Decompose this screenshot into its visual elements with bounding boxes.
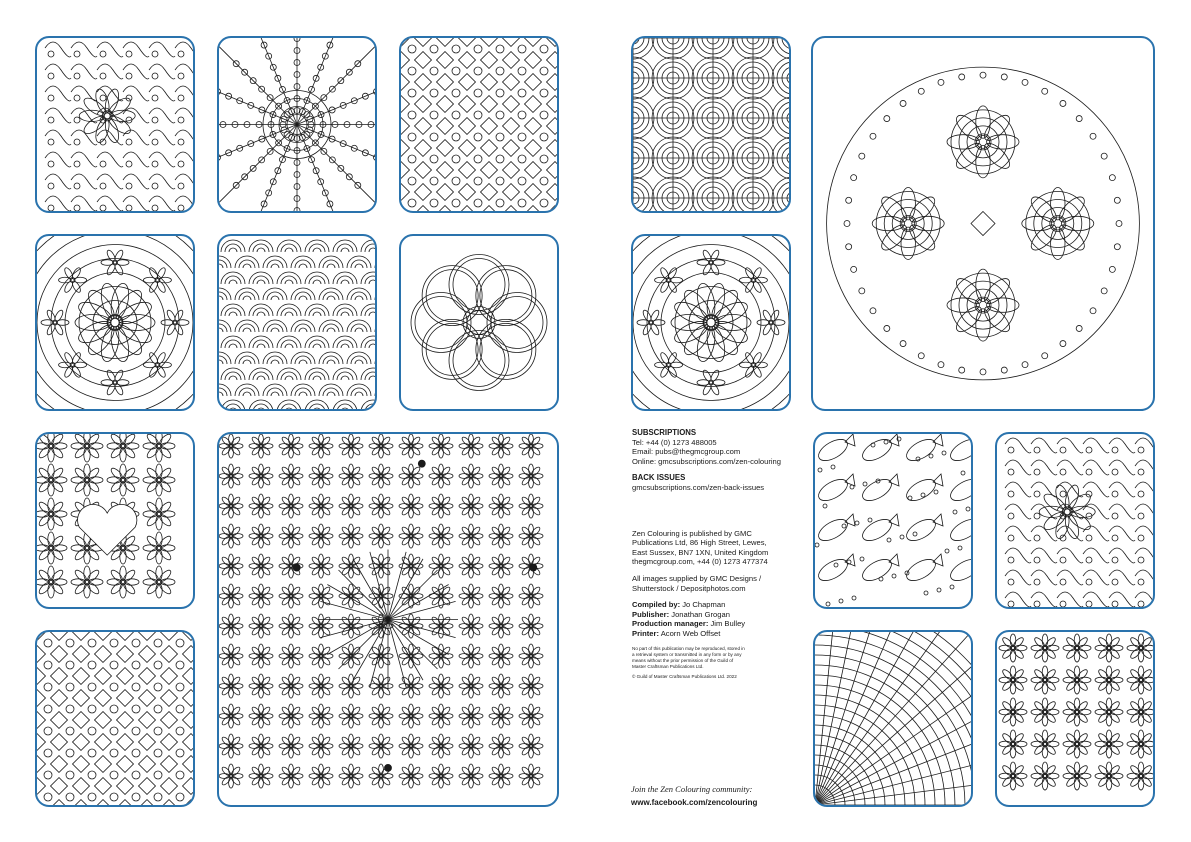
tile-celtic-knot-art [401, 236, 557, 409]
subscriptions-heading: SUBSCRIPTIONS [632, 428, 697, 437]
images-line: All images supplied by GMC Designs / [632, 573, 762, 583]
tile-mandala-flowers [35, 234, 195, 411]
tile-celtic-knot [399, 234, 559, 411]
credit-compiled [632, 600, 807, 610]
tile-leaf-flowers [995, 432, 1155, 609]
tile-koi-fish [813, 432, 973, 609]
tile-butterfly-heart [35, 432, 195, 609]
tile-hearts-mandala [631, 234, 791, 411]
tile-roses-large [811, 36, 1155, 411]
publisher-line: Zen Colouring is published by GMC [632, 528, 752, 538]
credit-label: Printer: [632, 628, 660, 638]
publisher-line: Publications Ltd, 86 High Street, Lewes, [632, 538, 767, 548]
tile-mandala-flowers-art [37, 236, 193, 409]
credit-production [632, 619, 807, 629]
tile-daisy-grid [995, 630, 1155, 807]
credit-value: Jonathan Grogan [671, 609, 730, 619]
tile-koi-fish-art [815, 434, 971, 607]
publisher-line: thegmcgroup.com, +44 (0) 1273 477374 [632, 557, 768, 567]
tile-zentangle-arcs-art [815, 632, 971, 805]
tile-spiderweb-geometric-art [633, 38, 789, 211]
tile-spiderweb-geometric [631, 36, 791, 213]
tile-paisley-floral [35, 36, 195, 213]
legal-line: a retrieval system or transmitted in any form or by any [632, 651, 742, 657]
facebook-link[interactable]: www.facebook.com/zencolouring [631, 798, 758, 807]
legal-line: means without the prior permission of the Guild of [632, 657, 734, 663]
tile-zentangle-arcs [813, 630, 973, 807]
tile-moroccan-tiles-art [37, 632, 193, 805]
publisher-line: East Sussex, BN7 1XN, United Kingdom [632, 547, 769, 557]
credit-value: Jo Chapman [682, 600, 726, 610]
info-column [632, 428, 807, 681]
images-line: Shutterstock / Depositphotos.com [632, 583, 746, 593]
tile-moroccan-tiles [35, 630, 195, 807]
subscriptions-online[interactable]: Online: gmcsubscriptions.com/zen-colouring [632, 456, 781, 466]
credit-value: Acorn Web Offset [660, 628, 721, 638]
legal-notice [632, 646, 807, 681]
tile-starburst-beads-art [219, 38, 375, 211]
subscriptions-email[interactable]: Email: pubs@thegmcgroup.com [632, 447, 741, 457]
copyright: © Guild of Master Craftsman Publications Ltd. 2022 [632, 674, 737, 680]
credits-list [632, 600, 807, 638]
back-issues-url[interactable]: gmcsubscriptions.com/zen-back-issues [632, 482, 765, 492]
tile-geometric-lattice [399, 36, 559, 213]
tile-daisy-grid-art [997, 632, 1153, 805]
credit-printer [632, 629, 807, 639]
tile-butterfly-heart-art [37, 434, 193, 607]
tile-large-floral-kaleidoscope-art [219, 434, 557, 805]
community-invite: Join the Zen Colouring community: [631, 784, 753, 794]
tile-geometric-lattice-art [401, 38, 557, 211]
images-credit [632, 574, 807, 593]
back-issues-heading: BACK ISSUES [632, 473, 686, 483]
credit-value: Jim Bulley [710, 619, 746, 629]
tile-roses-large-art [813, 38, 1153, 409]
tile-leaf-flowers-art [997, 434, 1153, 607]
credit-publisher [632, 610, 807, 620]
tile-starburst-beads [217, 36, 377, 213]
tile-paisley-floral-art [37, 38, 193, 211]
tile-scallop-waves [217, 234, 377, 411]
legal-line: No part of this publication may be reproduced, stored in [632, 645, 745, 651]
publisher-statement [632, 529, 807, 567]
legal-line: Master Craftsman Publications Ltd. [632, 664, 704, 670]
tile-hearts-mandala-art [633, 236, 789, 409]
subscriptions-tel: Tel: +44 (0) 1273 488005 [632, 437, 717, 447]
credit-label: Publisher: [632, 609, 670, 619]
tile-scallop-waves-art [219, 236, 375, 409]
credit-label: Compiled by: [632, 600, 681, 610]
tile-large-floral-kaleidoscope [217, 432, 559, 807]
credit-label: Production manager: [632, 619, 709, 629]
